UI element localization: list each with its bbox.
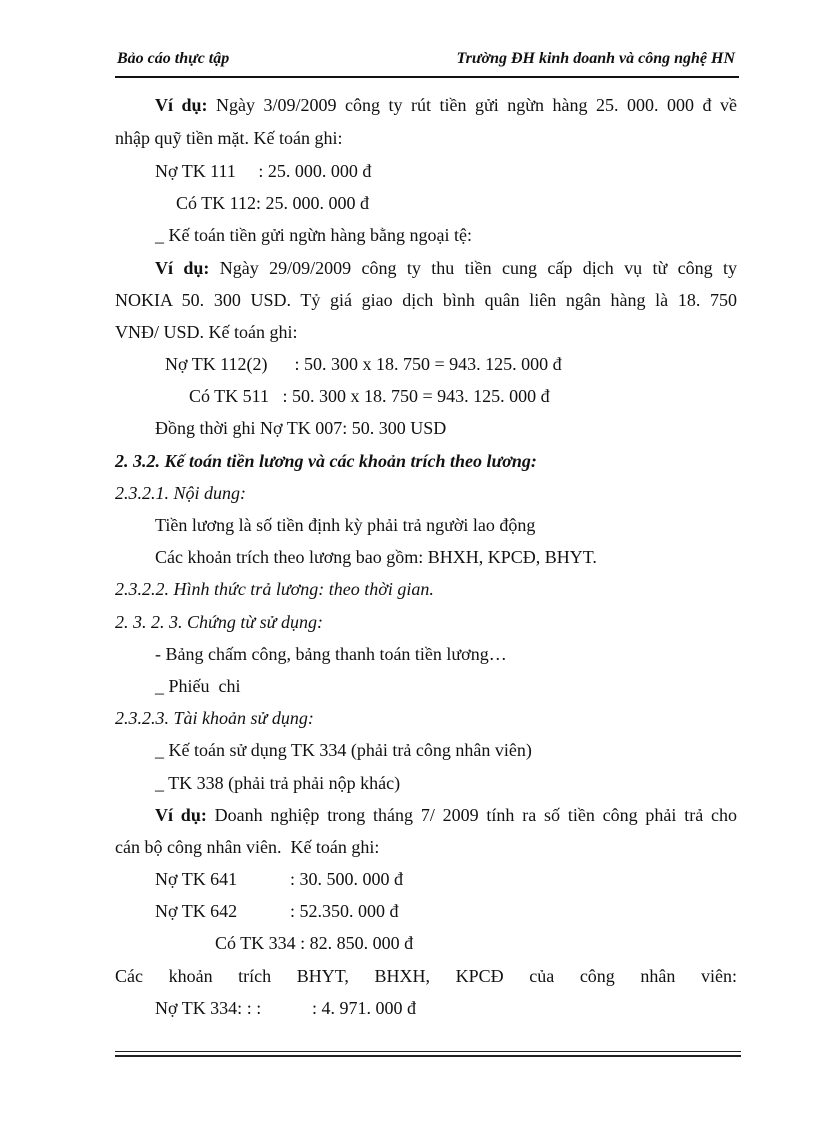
example-text: Doanh nghiệp trong tháng 7/ 2009 tính ra số tiền công phải trả cho (206, 805, 738, 825)
example-paragraph-3 (155, 803, 737, 827)
journal-amount: : 4. 971. 000 đ (312, 998, 417, 1018)
text-line: Các khoản trích theo lương bao gồm: BHXH, KPCĐ, BHYT. (155, 547, 597, 567)
list-item: _ Kế toán sử dụng TK 334 (phải trả công nhân viên) (155, 740, 532, 760)
journal-amount: : 30. 500. 000 đ (290, 869, 404, 889)
example-label: Ví dụ: (155, 258, 210, 278)
subsection-heading: 2.3.2.2. Hình thức trả lương: theo thời gian. (115, 579, 434, 599)
section-heading: 2. 3.2. Kế toán tiền lương và các khoản trích theo lương: (115, 451, 537, 471)
journal-account-debit: Nợ TK 641 (155, 869, 238, 889)
text-line: VNĐ/ USD. Kế toán ghi: (115, 322, 298, 342)
text-line: _ Kế toán tiền gửi ngừn hàng bằng ngoại tệ: (155, 225, 472, 245)
page-header (115, 46, 737, 76)
journal-entry-credit: Có TK 334 : 82. 850. 000 đ (215, 933, 414, 953)
journal-account-debit: Nợ TK 334: : : (155, 998, 262, 1018)
journal-amount: : 52.350. 000 đ (290, 901, 399, 921)
example-text: Ngày 3/09/2009 công ty rút tiền gửi ngừn hàng 25. 000. 000 đ về (207, 95, 738, 115)
subsection-heading: 2.3.2.3. Tài khoản sử dụng: (115, 708, 314, 728)
list-item: _ Phiếu chi (155, 676, 241, 696)
header-rule (115, 76, 739, 78)
example-label: Ví dụ: (155, 805, 207, 825)
example-label: Ví dụ: (155, 95, 208, 115)
list-item: - Bảng chấm công, bảng thanh toán tiền lương… (155, 644, 507, 664)
journal-account-debit: Nợ TK 642 (155, 901, 238, 921)
text-line: nhập quỹ tiền mặt. Kế toán ghi: (115, 128, 343, 148)
example-paragraph-1 (155, 93, 737, 117)
header-school-name: Trường ĐH kinh doanh và công nghệ HN (456, 50, 735, 67)
text-line: cán bộ công nhân viên. Kế toán ghi: (115, 837, 380, 857)
text-line: NOKIA 50. 300 USD. Tỷ giá giao dịch bình quân liên ngân hàng là 18. 750 (115, 290, 737, 310)
journal-entry-debit: Nợ TK 111 : 25. 000. 000 đ (155, 161, 372, 181)
footer-rule (115, 1055, 741, 1057)
example-text: Ngày 29/09/2009 công ty thu tiền cung cấp dịch vụ từ công ty (209, 258, 738, 278)
subsection-heading: 2. 3. 2. 3. Chứng từ sử dụng: (115, 612, 323, 632)
footer-rule (115, 1051, 741, 1052)
text-line: Đồng thời ghi Nợ TK 007: 50. 300 USD (155, 418, 447, 438)
text-line: Các khoản trích BHYT, BHXH, KPCĐ của công nhân viên: (115, 966, 737, 986)
journal-entry-debit: Nợ TK 112(2) : 50. 300 x 18. 750 = 943. 125. 000 đ (165, 354, 562, 374)
journal-entry-credit: Có TK 112: 25. 000. 000 đ (176, 193, 370, 213)
subsection-heading: 2.3.2.1. Nội dung: (115, 483, 247, 503)
text-line: Tiền lương là số tiền định kỳ phải trả người lao động (155, 515, 536, 535)
example-paragraph-2 (155, 256, 737, 280)
header-report-title: Bảo cáo thực tập (117, 50, 230, 67)
list-item: _ TK 338 (phải trả phải nộp khác) (155, 773, 401, 793)
journal-entry-credit: Có TK 511 : 50. 300 x 18. 750 = 943. 125. 000 đ (189, 386, 550, 406)
